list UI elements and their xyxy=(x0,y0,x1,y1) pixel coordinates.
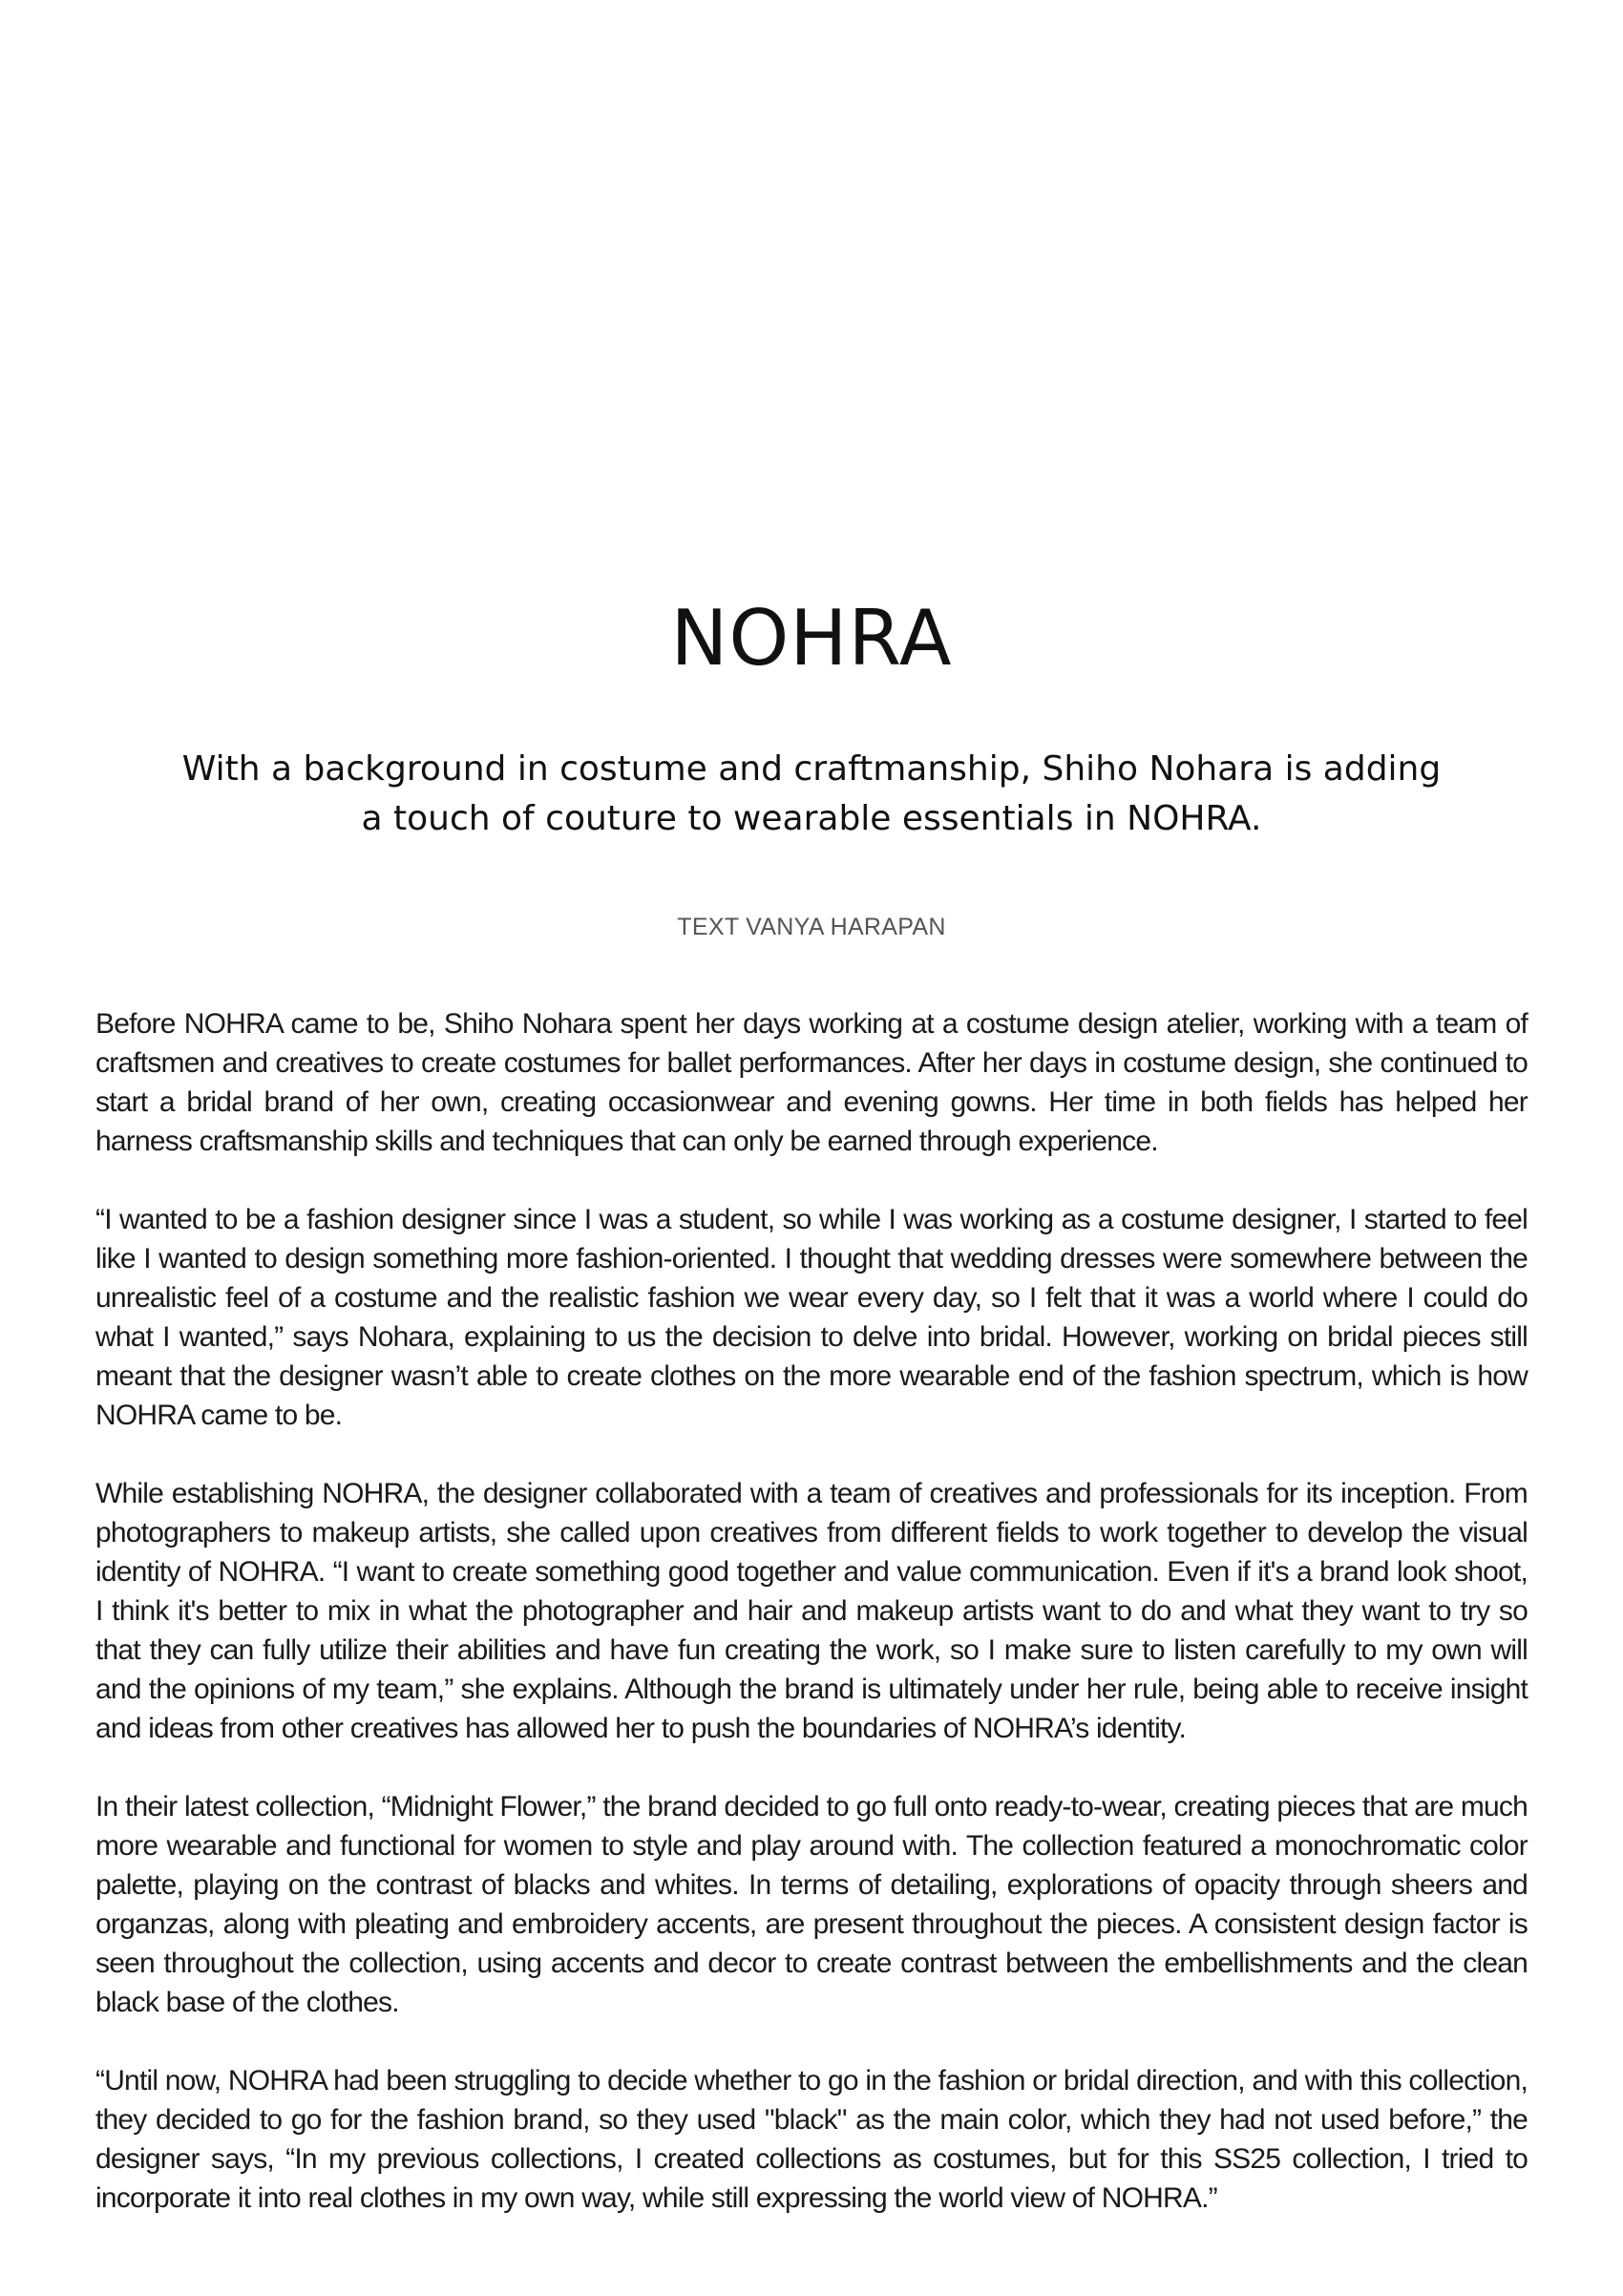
body-paragraph: “Until now, NOHRA had been struggling to decide whether to go in the fashion or bridal direction, and with this collection, they decided to go for the fashion brand, so they used "black" as the main color, which they had not used before,” the designer says, “In my previous collections, I created collections as costumes, but for this SS25 collection, I tried to incorporate it into real clothes in my own way, while still expressing the world view of NOHRA.” xyxy=(95,2065,1528,2214)
article-body xyxy=(95,1004,1528,2257)
subtitle-line-2: a touch of couture to wearable essentials in NOHRA. xyxy=(361,799,1262,838)
body-paragraph: In their latest collection, “Midnight Flower,” the brand decided to go full onto ready-to-wear, creating pieces that are much more wearable and functional for women to style and play around with. The collection featured a monochromatic color palette, playing on the contrast of blacks and whites. In terms of detailing, explorations of opacity through sheers and organzas, along with pleating and embroidery accents, are present throughout the pieces. A consistent design factor is seen throughout the collection, using accents and decor to create contrast between the embellishments and the clean black base of the clothes. xyxy=(95,1791,1528,2018)
article-subtitle xyxy=(124,745,1499,844)
byline: TEXT VANYA HARAPAN xyxy=(677,914,946,940)
body-paragraph: While establishing NOHRA, the designer collaborated with a team of creatives and professionals for its inception. From photographers to makeup artists, she called upon creatives from different fields to work together to develop the visual identity of NOHRA. “I want to create something good together and value communication. Even if it's a brand look shoot, I think it's better to mix in what the photographer and hair and makeup artists want to do and what they want to try so that they can fully utilize their abilities and have fun creating the work, so I make sure to listen carefully to my own will and the opinions of my team,” she explains. Although the brand is ultimately under her rule, being able to receive insight and ideas from other creatives has allowed her to push the boundaries of NOHRA’s identity. xyxy=(95,1478,1528,1744)
article-title: NOHRA xyxy=(670,594,953,683)
body-paragraph: Before NOHRA came to be, Shiho Nohara spent her days working at a costume design atelier, working with a team of craftsmen and creatives to create costumes for ballet performances. After her days in costume design, she continued to start a bridal brand of her own, creating occasionwear and evening gowns. Her time in both fields has helped her harness craftsmanship skills and techniques that can only be earned through experience. xyxy=(95,1008,1528,1157)
body-paragraph: “I wanted to be a fashion designer since I was a student, so while I was working as a costume designer, I started to feel like I wanted to design something more fashion-oriented. I thought that wedding dresses were somewhere between the unrealistic feel of a costume and the realistic fashion we wear every day, so I felt that it was a world where I could do what I wanted,” says Nohara, explaining to us the decision to delve into bridal. However, working on bridal pieces still meant that the designer wasn’t able to create clothes on the more wearable end of the fashion spectrum, which is how NOHRA came to be. xyxy=(95,1204,1528,1431)
subtitle-line-1: With a background in costume and craftmanship, Shiho Nohara is adding xyxy=(181,749,1442,789)
